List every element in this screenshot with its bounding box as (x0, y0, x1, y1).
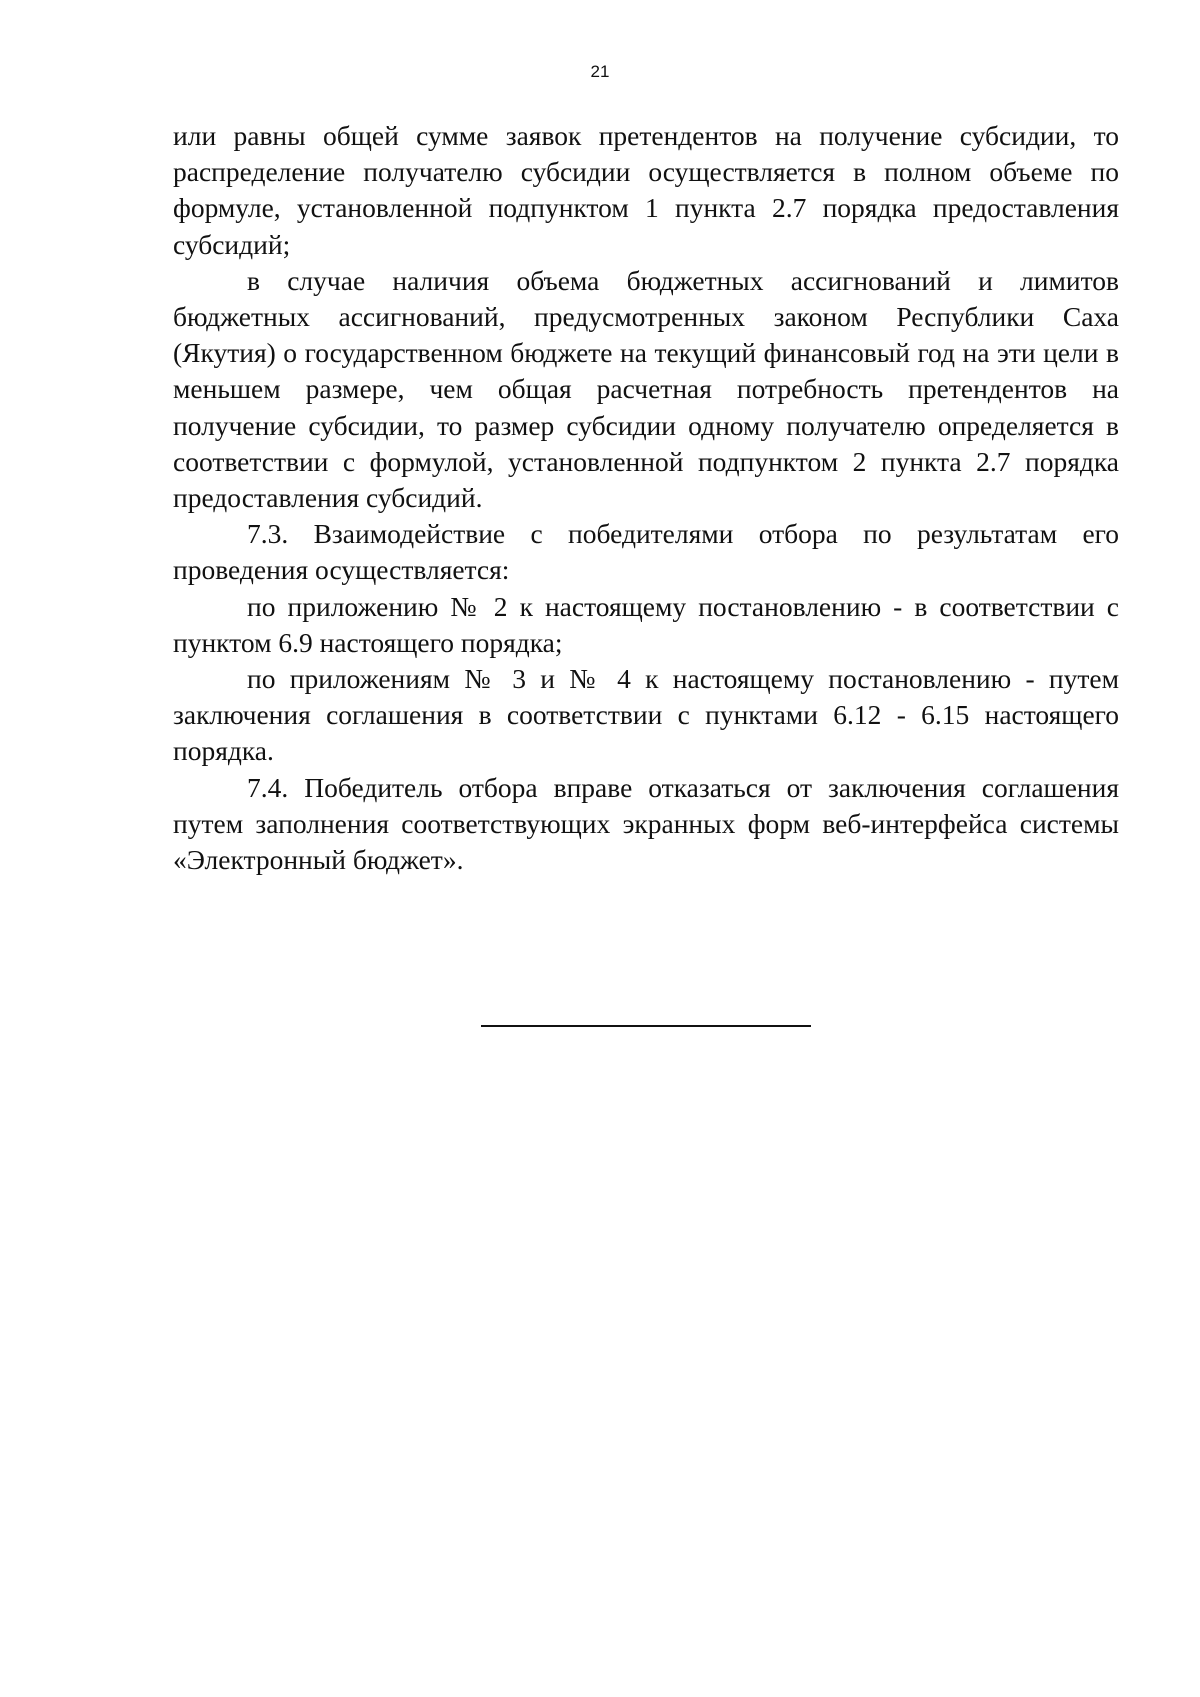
paragraph-7-4: 7.4. Победитель отбора вправе отказаться от заключения соглашения путем заполнения соответствующих экранных форм веб-интерфейса системы «Электронный бюджет». (173, 771, 1119, 876)
paragraph-appendix-2: по приложению № 2 к настоящему постановлению - в соответствии с пунктом 6.9 настоящего порядка; (173, 590, 1119, 658)
paragraph-appendix-3-4: по приложениям № 3 и № 4 к настоящему постановлению - путем заключения соглашения в соответствии с пунктами 6.12 - 6.15 настоящего порядка. (173, 663, 1119, 767)
paragraph-budget-shortfall: в случае наличия объема бюджетных ассигнований и лимитов бюджетных ассигнований, предусмотренных законом Республики Саха (Якутия) о государственном бюджете на текущий финансовый год на эти цели в меньшем размере, чем общая расчетная потребность претендентов на получение субсидии, то размер субсидии одному получателю определяется в соответствии с формулой, установленной подпунктом 2 пункта 2.7 порядка предоставления субсидий. (173, 264, 1119, 514)
page-number: 21 (590, 62, 610, 81)
end-of-document-rule (481, 1025, 811, 1027)
paragraph-continuation: или равны общей сумме заявок претендентов на получение субсидии, то распределение получателю субсидии осуществляется в полном объеме по формуле, установленной подпунктом 1 пункта 2.7 порядка предоставления субсидий; (173, 120, 1119, 260)
document-body (173, 118, 1119, 878)
paragraph-7-3: 7.3. Взаимодействие с победителями отбора по результатам его проведения осуществляется: (173, 518, 1119, 586)
